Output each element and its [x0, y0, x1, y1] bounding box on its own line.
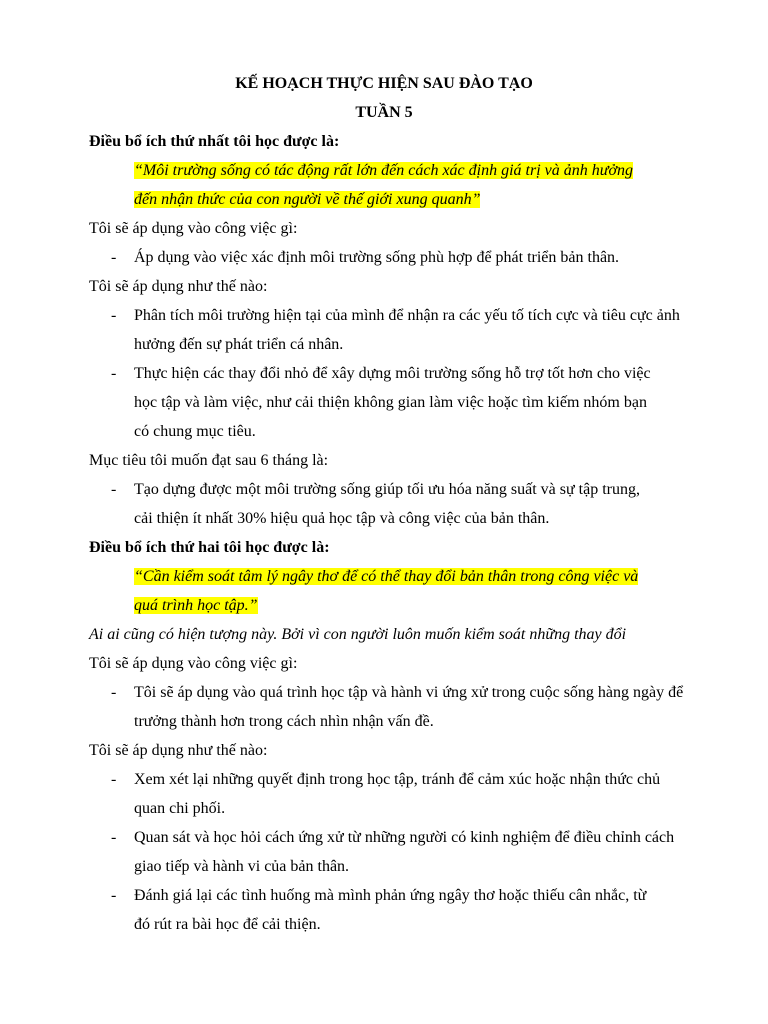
section2-apply-how-item-2-line-1: Quan sát và học hỏi cách ứng xử từ những người có kinh nghiệm để điều chỉnh cách	[134, 829, 675, 846]
section1-apply-what-label: Tôi sẽ áp dụng vào công việc gì:	[89, 220, 298, 237]
section2-apply-how-item-1-line-2: quan chi phối.	[134, 800, 226, 817]
section2-heading: Điều bổ ích thứ hai tôi học được là:	[89, 539, 330, 556]
section2-note: Ai ai cũng có hiện tượng này. Bởi vì con người luôn muốn kiểm soát những thay đổi	[89, 626, 627, 643]
section2-apply-how-item-3-line-1: Đánh giá lại các tình huống mà mình phản ứng ngây thơ hoặc thiếu cân nhắc, từ	[134, 887, 647, 904]
section1-apply-how-label: Tôi sẽ áp dụng như thế nào:	[89, 278, 268, 295]
section2-apply-how-item-2-line-2: giao tiếp và hành vi của bản thân.	[134, 858, 350, 875]
document-subtitle: TUẦN 5	[355, 104, 413, 121]
section1-apply-how-item-1-line-1: Phân tích môi trường hiện tại của mình để nhận ra các yếu tố tích cực và tiêu cực ảnh	[134, 307, 680, 324]
section1-heading: Điều bổ ích thứ nhất tôi học được là:	[89, 133, 340, 150]
section1-goal-label: Mục tiêu tôi muốn đạt sau 6 tháng là:	[89, 452, 329, 469]
section1-goal-item-1-line-2: cải thiện ít nhất 30% hiệu quả học tập và công việc của bản thân.	[134, 510, 550, 527]
section1-apply-how-item-2-line-3: có chung mục tiêu.	[134, 423, 256, 440]
section2-apply-how-label: Tôi sẽ áp dụng như thế nào:	[89, 742, 268, 759]
bullet-dash: -	[111, 887, 117, 904]
section2-apply-what-item-1-line-1: Tôi sẽ áp dụng vào quá trình học tập và hành vi ứng xử trong cuộc sống hàng ngày để	[134, 684, 684, 701]
bullet-dash: -	[111, 307, 117, 324]
bullet-dash: -	[111, 771, 117, 788]
section1-quote-line-2: đến nhận thức của con người về thế giới xung quanh”	[134, 191, 481, 208]
document-title: KẾ HOẠCH THỰC HIỆN SAU ĐÀO TẠO	[235, 75, 533, 92]
section1-apply-what-item-1: Áp dụng vào việc xác định môi trường sống phù hợp để phát triển bản thân.	[134, 249, 620, 266]
bullet-dash: -	[111, 829, 117, 846]
section2-apply-how-item-1-line-1: Xem xét lại những quyết định trong học tập, tránh để cảm xúc hoặc nhận thức chủ	[134, 771, 661, 788]
section2-apply-what-label: Tôi sẽ áp dụng vào công việc gì:	[89, 655, 298, 672]
section2-quote-line-1: “Cần kiểm soát tâm lý ngây thơ để có thể thay đổi bản thân trong công việc và	[134, 568, 639, 585]
section2-quote-line-2: quá trình học tập.”	[134, 597, 258, 614]
section1-goal-item-1-line-1: Tạo dựng được một môi trường sống giúp tối ưu hóa năng suất và sự tập trung,	[134, 481, 640, 498]
bullet-dash: -	[111, 684, 117, 701]
section1-apply-how-item-1-line-2: hưởng đến sự phát triển cá nhân.	[134, 336, 344, 353]
bullet-dash: -	[111, 481, 117, 498]
section1-apply-how-item-2-line-1: Thực hiện các thay đổi nhỏ để xây dựng môi trường sống hỗ trợ tốt hơn cho việc	[134, 365, 651, 382]
section2-apply-what-item-1-line-2: trưởng thành hơn trong cách nhìn nhận vấn đề.	[134, 713, 434, 730]
section1-quote-line-1: “Môi trường sống có tác động rất lớn đến cách xác định giá trị và ảnh hưởng	[134, 162, 634, 179]
bullet-dash: -	[111, 249, 117, 266]
section1-apply-how-item-2-line-2: học tập và làm việc, như cải thiện không gian làm việc hoặc tìm kiếm nhóm bạn	[134, 394, 647, 411]
section2-apply-how-item-3-line-2: đó rút ra bài học để cải thiện.	[134, 916, 321, 933]
bullet-dash: -	[111, 365, 117, 382]
